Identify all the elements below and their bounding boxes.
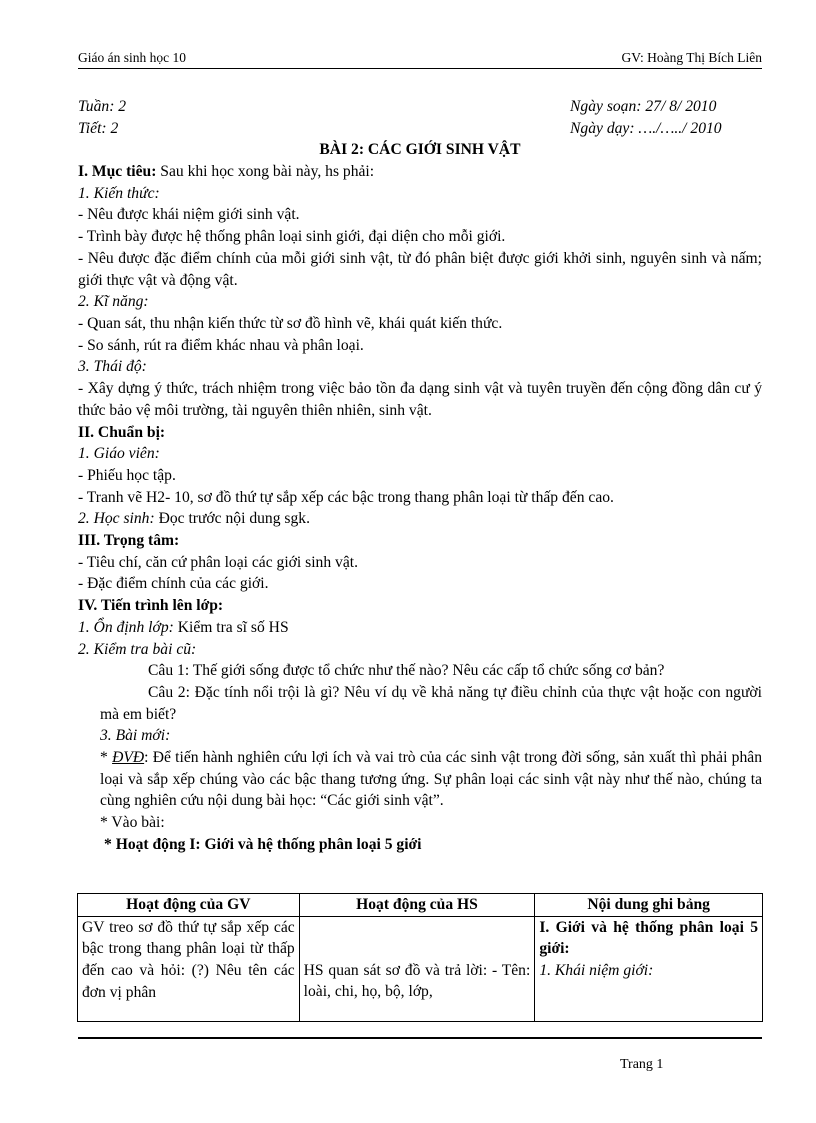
knowledge-label: 1. Kiến thức: (78, 184, 160, 202)
teacher-item: - Tranh vẽ H2- 10, sơ đồ thứ tự sắp xếp các bậc trong thang phân loại từ thấp đến cao. (78, 488, 614, 506)
activity-table (77, 893, 763, 1022)
focus-item: - Đặc điểm chính của các giới. (78, 575, 269, 593)
activity-heading: * Hoạt động I: Giới và hệ thống phân loại 5 giới (104, 835, 422, 853)
review-question: Câu 2: Đặc tính nổi trội là gì? Nêu ví dụ về khả năng tự điều chỉnh của thực vật hoặc con người mà em biết? (100, 683, 762, 723)
header-subject: Giáo án sinh học 10 (78, 50, 186, 65)
document-body (78, 96, 762, 856)
skills-item: - So sánh, rút ra điểm khác nhau và phân loại. (78, 336, 364, 354)
review-label: 2. Kiểm tra bài cũ: (78, 640, 197, 658)
teacher-label: 1. Giáo viên: (78, 445, 160, 463)
content-item: 1. Khái niệm giới: (539, 962, 654, 980)
content-heading: I. Giới và hệ thống phân loại 5 giới: (539, 918, 758, 958)
problem-statement: * ĐVĐ: Để tiến hành nghiên cứu lợi ích và vai trò của các sinh vật trong đời sống, sản xuất thì phải phân loại và sắp xếp chúng vào các bậc thang tương ứng. Sự phân loại các sinh vật này như thế nào, chúng ta cùng nghiên cứu nội dung bài học: “Các giới sinh vật”. (100, 749, 762, 810)
lesson-title: BÀI 2: CÁC GIỚI SINH VẬT (319, 141, 521, 159)
knowledge-item: - Nêu được khái niệm giới sinh vật. (78, 206, 300, 224)
table-header: Nội dung ghi bảng (535, 894, 763, 917)
table-header: Hoạt động của GV (78, 894, 300, 917)
teacher-activity-cell: GV treo sơ đồ thứ tự sắp xếp các bậc trong thang phân loại từ thấp đến cao và hỏi: (?) Nêu tên các đơn vị phân (78, 916, 300, 1021)
period-label: Tiết: 2 (78, 119, 119, 137)
footer-divider (78, 1037, 762, 1039)
student-line: 2. Học sinh: Đọc trước nội dung sgk. (78, 510, 310, 528)
attitude-item: - Xây dựng ý thức, trách nhiệm trong việc bảo tồn đa dạng sinh vật và tuyên truyền đến cộng đồng dân cư ý thức bảo vệ môi trường, tài nguyên thiên nhiên, sinh vật. (78, 380, 762, 419)
header-teacher: GV: Hoàng Thị Bích Liên (621, 50, 762, 65)
intro-label: * Vào bài: (100, 814, 165, 832)
teacher-item: - Phiếu học tập. (78, 466, 176, 484)
focus-heading: III. Trọng tâm: (78, 532, 180, 550)
attitude-label: 3. Thái độ: (78, 358, 147, 376)
page-number: Trang 1 (620, 1057, 664, 1072)
skills-label: 2. Kĩ năng: (78, 293, 149, 311)
review-question: Câu 1: Thế giới sống được tổ chức như thế nào? Nêu các cấp tổ chức sống cơ bản? (148, 662, 665, 680)
class-organization: 1. Ổn định lớp: Kiểm tra sĩ số HS (78, 618, 289, 636)
prep-date: Ngày soạn: 27/ 8/ 2010 (570, 98, 717, 115)
new-lesson-label: 3. Bài mới: (100, 727, 171, 745)
preparation-heading: II. Chuẩn bị: (78, 423, 166, 441)
content-cell (535, 916, 763, 1021)
table-header-row (78, 894, 763, 917)
week-label: Tuần: 2 (78, 98, 127, 115)
knowledge-item: - Trình bày được hệ thống phân loại sinh giới, đại diện cho mỗi giới. (78, 228, 506, 246)
table-header: Hoạt động của HS (299, 894, 535, 917)
page-header (78, 50, 762, 69)
objectives-heading: I. Mục tiêu: Sau khi học xong bài này, hs phải: (78, 163, 375, 181)
skills-item: - Quan sát, thu nhận kiến thức từ sơ đồ hình vẽ, khái quát kiến thức. (78, 315, 503, 332)
procedure-heading: IV. Tiến trình lên lớp: (78, 597, 224, 615)
table-row (78, 916, 763, 1021)
student-activity-cell: HS quan sát sơ đồ và trả lời: - Tên: loài, chi, họ, bộ, lớp, (299, 916, 535, 1021)
knowledge-item: - Nêu được đặc điểm chính của mỗi giới sinh vật, từ đó phân biệt được giới khởi sinh, nguyên sinh và nấm; giới thực vật và động vật. (78, 249, 762, 289)
teach-date: Ngày dạy: …./…../ 2010 (570, 119, 722, 137)
focus-item: - Tiêu chí, căn cứ phân loại các giới sinh vật. (78, 553, 358, 571)
